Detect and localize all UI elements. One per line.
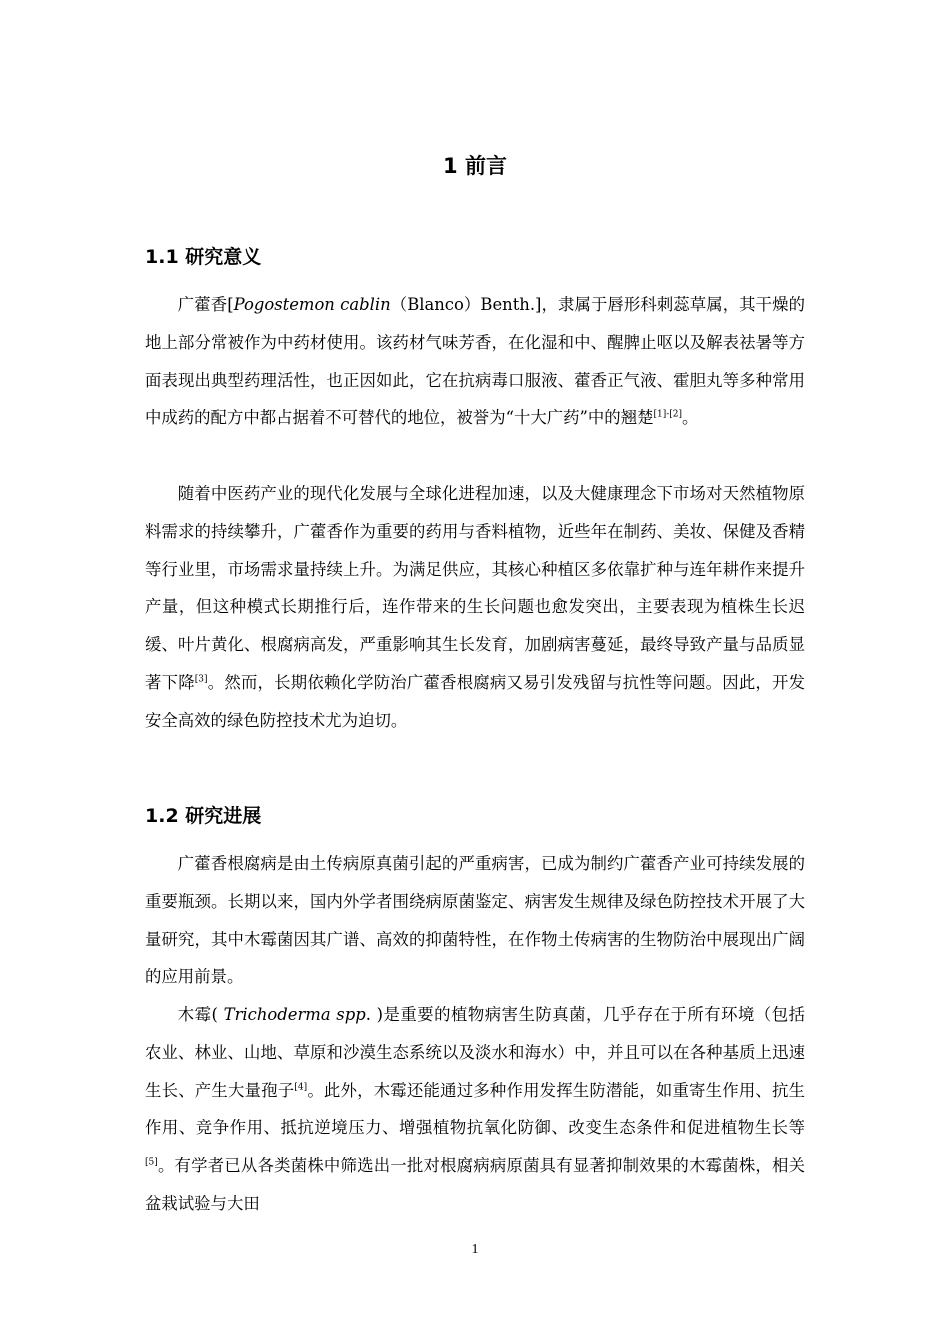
paragraph-significance-2: [145, 475, 805, 740]
citation: [5]: [145, 1157, 158, 1168]
paragraph-progress-1: [145, 845, 805, 996]
page-number: 1: [471, 1242, 479, 1257]
citation: [1]-[2]: [653, 409, 683, 420]
section-heading-progress: 1.2 研究进展: [145, 805, 262, 827]
citation: [3]: [194, 674, 208, 685]
text-run: 广藿香根腐病是由土传病原真菌引起的严重病害，已成为制约广藿香产业可持续发展的重要瓶颈。长期以来，国内外学者围绕病原菌鉴定、病害发生规律及绿色防控技术开展了大量研究，其中木霉菌因其广谱、高效的抑菌特性，在作物土传病害的生物防治中展现出广阔的应用前景。: [145, 854, 805, 987]
paragraph-progress-2: [145, 996, 805, 1223]
text-run: 随着中医药产业的现代化发展与全球化进程加速，以及大健康理念下市场对天然植物原料需求的持续攀升，广藿香作为重要的药用与香料植物，近些年在制药、美妆、保健及香精等行业里，市场需求量持续上升。为满足供应，其核心种植区多依靠扩种与连年耕作来提升产量，但这种模式长期推行后，连作带来的生长问题也愈发突出，主要表现为植株生长迟缓、叶片黄化、根腐病高发，严重影响其生长发育，加剧病害蔓延，最终导致产量与品质显著下降: [145, 484, 805, 692]
text-run: . )是重要的植物病害生防真菌，几乎存在于所有环境（包括农业、林业、山地、草原和沙漠生态系统以及淡水和海水）中，并且可以在各种基质上迅速生长、产生大量孢子: [145, 1005, 805, 1100]
text-run: 。此外，木霉还能通过多种作用发挥生防潜能，如重寄生作用、抗生作用、竞争作用、抵抗逆境压力、增强植物抗氧化防御、改变生态条件和促进植物生长等: [145, 1080, 806, 1138]
text-run: （Blanco）Benth.]，隶属于唇形科刺蕊草属，其干燥的地上部分常被作为中药材使用。该药材气味芳香，在化湿和中、醒脾止呕以及解表祛暑等方面表现出典型药理活性，也正因如此，它在抗病毒口服液、藿香正气液、霍胆丸等多种常用中成药的配方中都占据着不可替代的地位，被誉为“十大广药”中的翘楚: [145, 295, 805, 428]
paragraph-significance-1: [145, 286, 805, 437]
text-run: 木霉(: [177, 1005, 224, 1024]
latin-name: Trichoderma spp: [223, 1005, 366, 1024]
text-run: 。然而，长期依赖化学防治广藿香根腐病又易引发残留与抗性等问题。因此，开发安全高效的绿色防控技术尤为迫切。: [145, 672, 806, 730]
text-run: 。有学者已从各类菌株中筛选出一批对根腐病病原菌具有显著抑制效果的木霉菌株，相关盆栽试验与大田: [145, 1156, 805, 1213]
section-heading-significance: 1.1 研究意义: [145, 246, 262, 268]
text-run: 广藿香[: [177, 295, 234, 314]
citation: [4]: [294, 1082, 308, 1093]
text-run: 。: [682, 408, 699, 428]
chapter-title: 1 前言: [443, 154, 507, 178]
latin-name: Pogostemon cablin: [233, 295, 391, 314]
